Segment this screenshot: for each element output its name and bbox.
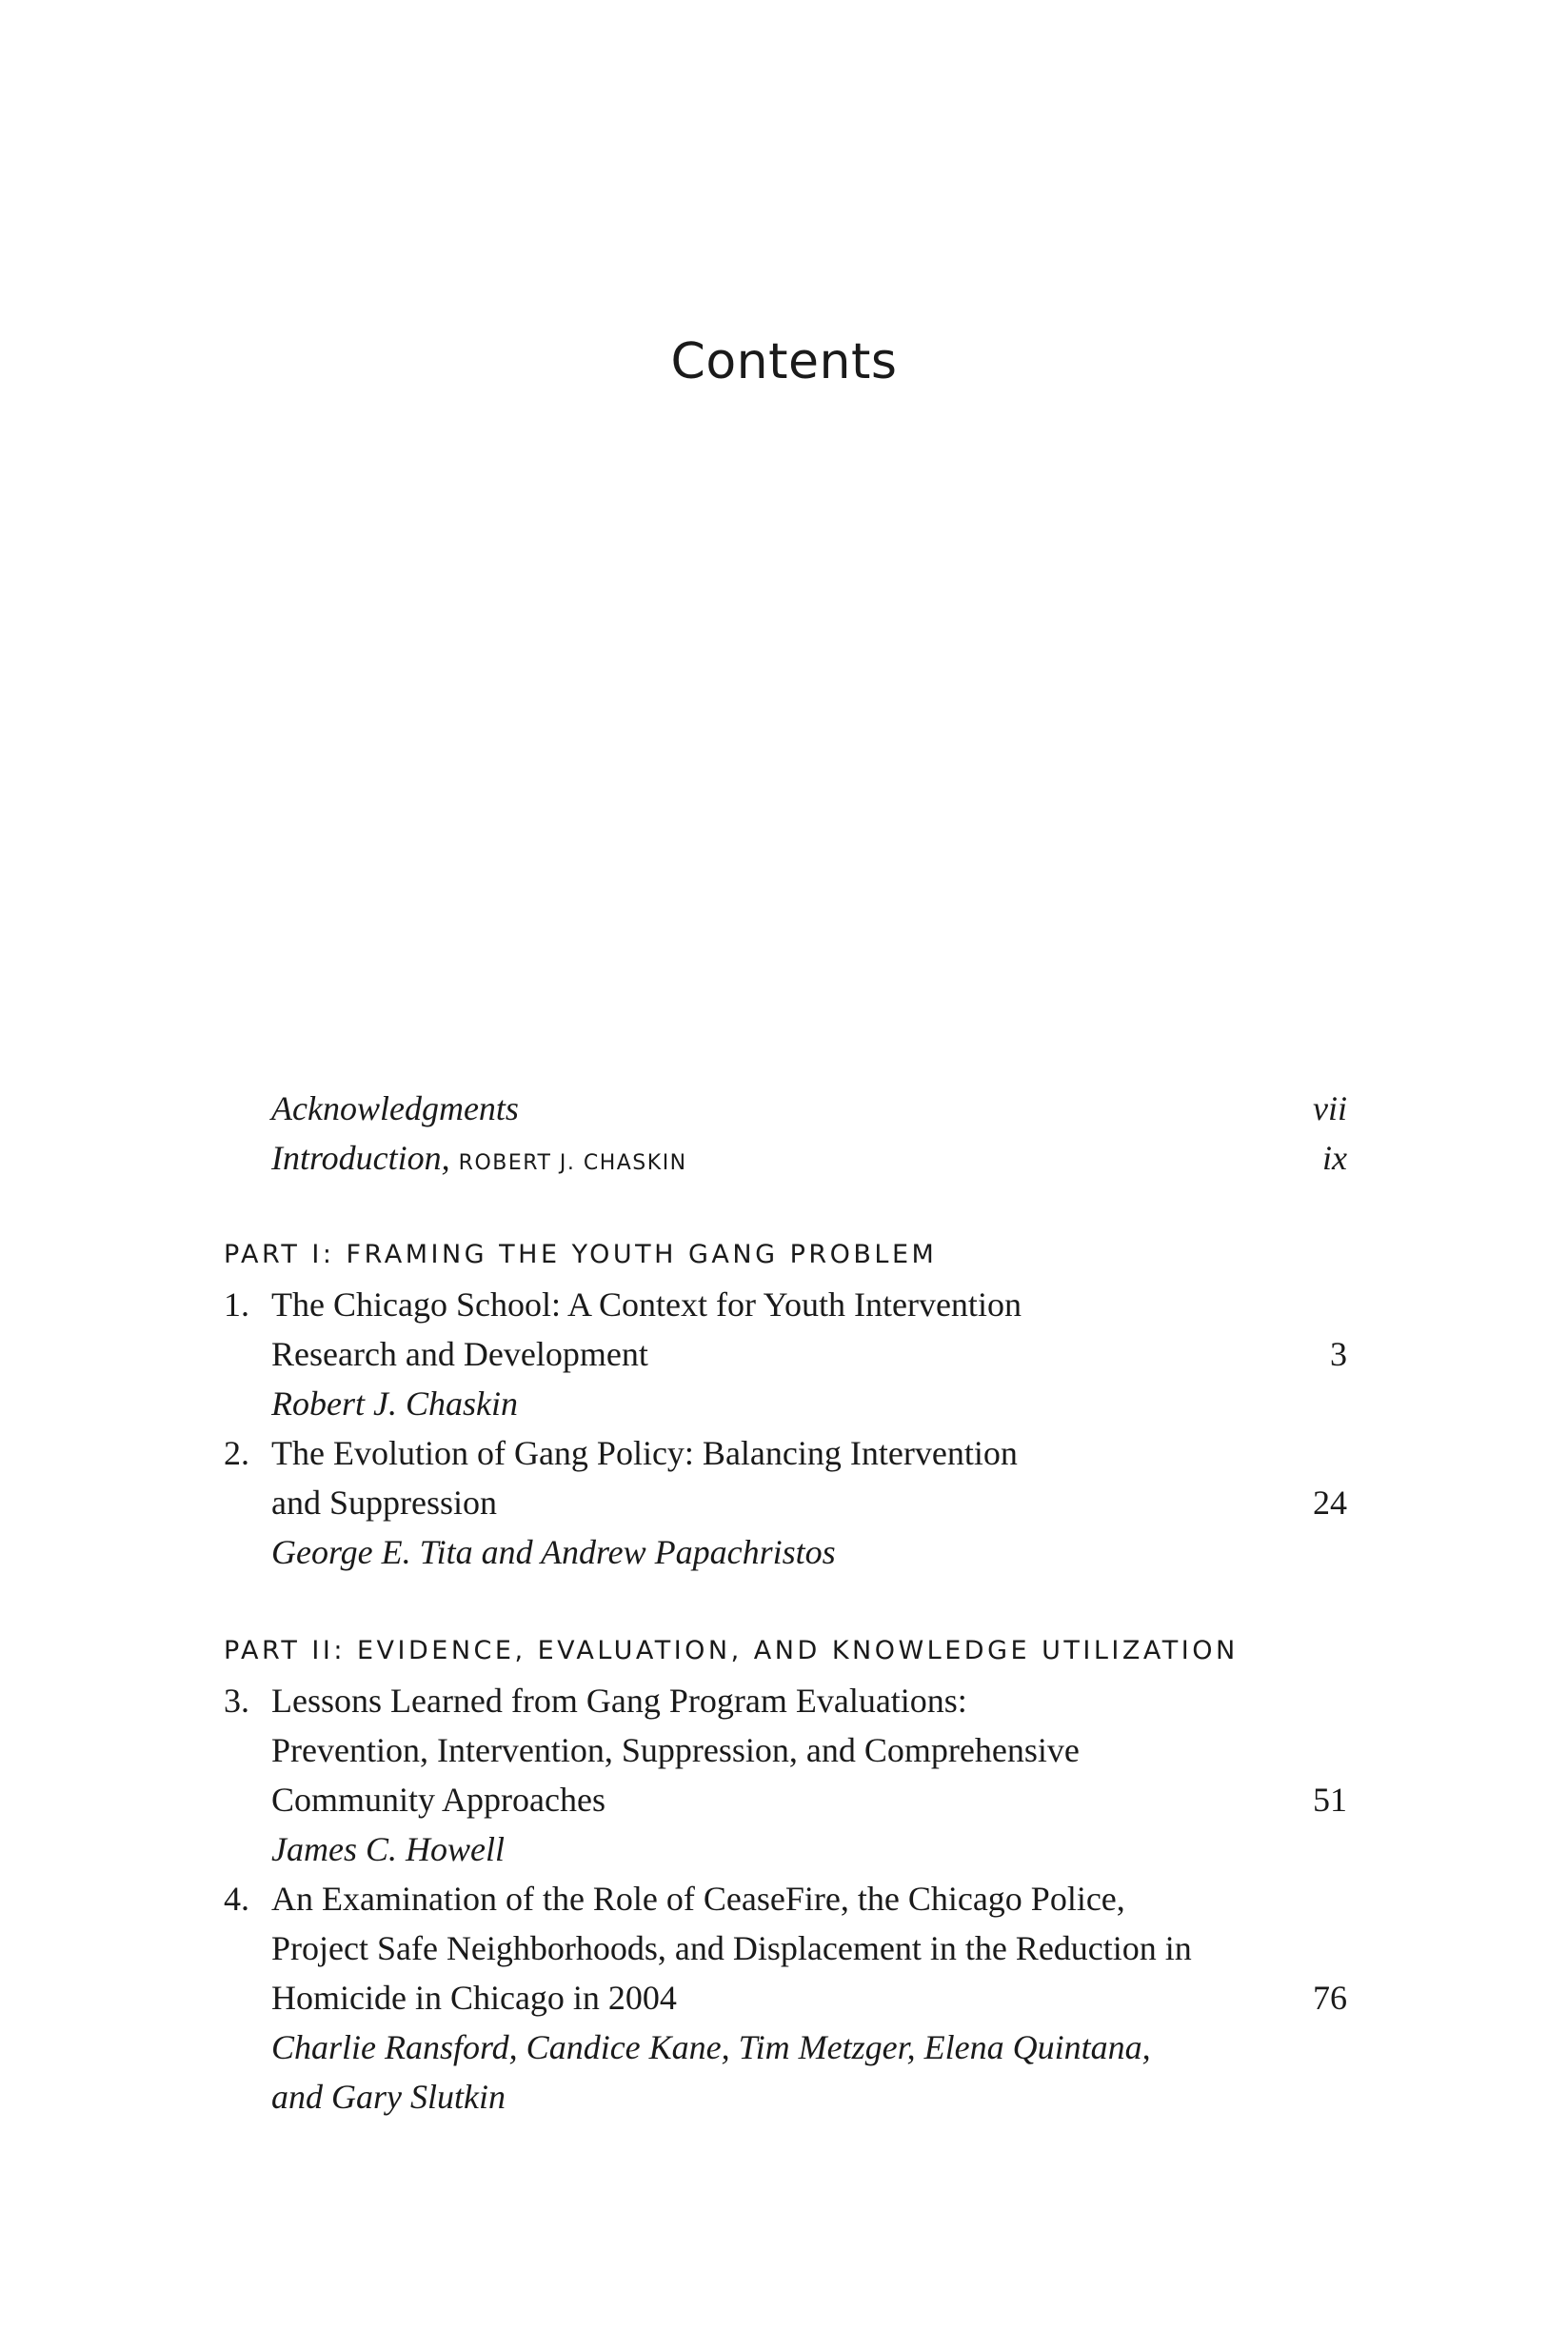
chapter-entry (224, 1428, 1347, 1577)
chapter-title-line (224, 1280, 1347, 1329)
chapter-authors (224, 1379, 1347, 1428)
chapter-author-line: Robert J. Chaskin (271, 1385, 518, 1423)
chapter-title-line (224, 1923, 1347, 1973)
toc-entry-title: Acknowledgments (271, 1089, 519, 1127)
toc-page-number: 51 (1313, 1781, 1347, 1819)
toc-page-number: 24 (1313, 1484, 1347, 1522)
chapter-title-text: Homicide in Chicago in 2004 (271, 1979, 677, 2017)
chapter-author-line: and Gary Slutkin (271, 2078, 506, 2116)
toc-page-number: 3 (1330, 1335, 1347, 1373)
table-of-contents (224, 1084, 1347, 2122)
toc-page-number: 76 (1313, 1979, 1347, 2017)
toc-page-number: ix (1322, 1139, 1347, 1177)
chapter-title-text: An Examination of the Role of CeaseFire, the Chicago Police, (271, 1880, 1125, 1918)
chapter-author-line: George E. Tita and Andrew Papachristos (271, 1533, 836, 1571)
chapter-number: 2. (224, 1434, 249, 1472)
page-title: Contents (670, 333, 898, 390)
chapter-title-text: Community Approaches (271, 1781, 605, 1819)
toc-entry-title: Introduction, (271, 1139, 450, 1177)
chapter-entry (224, 1676, 1347, 1874)
chapter-authors (224, 2022, 1347, 2122)
chapter-authors (224, 1527, 1347, 1577)
chapter-title-line (224, 1329, 1347, 1379)
chapter-author-line: Charlie Ransford, Candice Kane, Tim Metzger, Elena Quintana, (271, 2028, 1151, 2066)
chapter-title-line (224, 1775, 1347, 1824)
chapter-number: 3. (224, 1682, 249, 1720)
toc-entry-introduction (224, 1133, 1347, 1183)
toc-entry-acknowledgments (224, 1084, 1347, 1133)
chapter-author-line: James C. Howell (271, 1830, 505, 1868)
part-heading: PART II: EVIDENCE, EVALUATION, AND KNOWLEDGE UTILIZATION (224, 1636, 1239, 1665)
chapter-title-line (224, 1428, 1347, 1478)
toc-entry-author: ROBERT J. CHASKIN (458, 1151, 687, 1175)
chapter-number: 1. (224, 1285, 249, 1324)
toc-page-number: vii (1313, 1089, 1347, 1127)
chapter-title-text: The Chicago School: A Context for Youth Intervention (271, 1285, 1022, 1324)
chapter-title-text: and Suppression (271, 1484, 497, 1522)
chapter-title-text: Prevention, Intervention, Suppression, and Comprehensive (271, 1731, 1080, 1769)
part-heading: PART I: FRAMING THE YOUTH GANG PROBLEM (224, 1240, 938, 1269)
chapter-entry (224, 1280, 1347, 1428)
chapter-title-text: Research and Development (271, 1335, 648, 1373)
chapter-entry (224, 1874, 1347, 2122)
chapter-title-line (224, 1725, 1347, 1775)
chapter-title-line (224, 1874, 1347, 1923)
chapter-title-line (224, 1676, 1347, 1725)
chapter-title-line (224, 1973, 1347, 2022)
chapter-authors (224, 1824, 1347, 1874)
chapter-title-text: The Evolution of Gang Policy: Balancing Intervention (271, 1434, 1018, 1472)
chapter-number: 4. (224, 1880, 249, 1918)
chapter-title-text: Lessons Learned from Gang Program Evaluations: (271, 1682, 967, 1720)
chapter-title-line (224, 1478, 1347, 1527)
chapter-title-text: Project Safe Neighborhoods, and Displacement in the Reduction in (271, 1929, 1192, 1967)
